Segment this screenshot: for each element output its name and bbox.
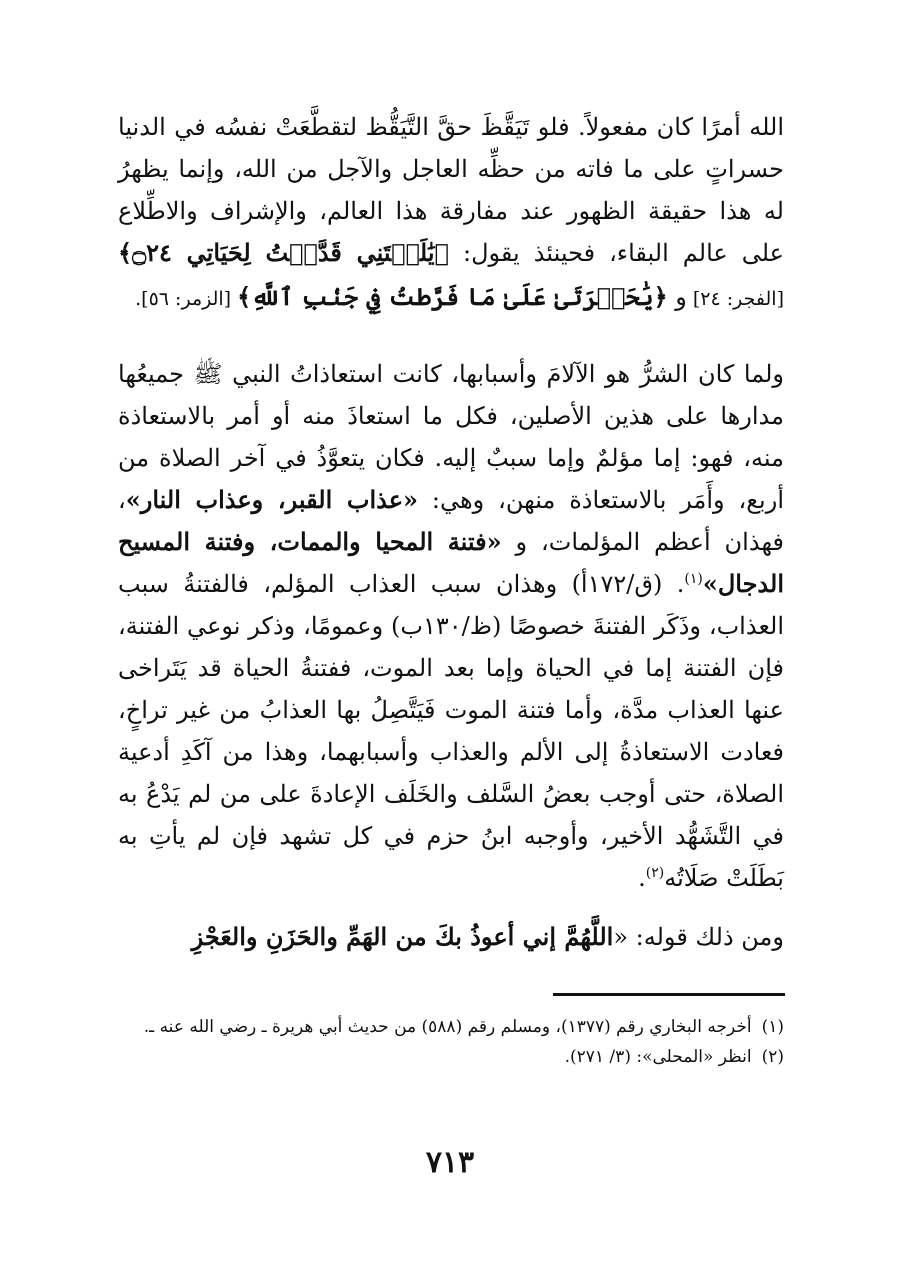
paragraph-2-text-1: ولما كان الشرُّ هو الآلامَ وأسبابها، كانت استعاذاتُ النبي ﷺ جميعُها مدارها على هذين الأصلين، فكل ما استعاذَ منه أو أمر بالاستعاذة منه، فهو: إما مؤلمٌ وإما سببٌ إليه. فكان يتعوَّذُ في آخر الصلاة من أربع، وأَمَر بالاستعاذة منهن، وهي: xyxy=(118,360,785,514)
paragraph-2-text-4: . xyxy=(638,864,646,892)
paragraph-2 xyxy=(118,353,784,899)
footnote-1 xyxy=(112,1012,784,1042)
paragraph-2-text-3: . (ق/١٧٢أ) وهذان سبب العذاب المؤلم، فالفتنةُ سبب العذاب، وذَكَر الفتنةَ خصوصًا (ظ/١٣٠ب) وعمومًا، وذكر نوعي الفتنة، فإن الفتنة إما في الحياة وإما بعد الموت، ففتنةُ الحياة قد يَتَراخى عنها العذاب مدَّة، وأما فتنة الموت فَيَتَّصِلُ بها العذابُ من غير تراخٍ، فعادت الاستعاذةُ إلى الألم والعذاب وأسبابهما، وهذا من آكَدِ أدعية الصلاة، حتى أوجب بعضُ السَّلف والخَلَف الإعادةَ على من لم يَدْعُ به في التَّشَهُّد الأخير، وأوجبه ابنُ حزم في كل تشهد فإن لم يأتِ به بَطَلَتْ صَلَاتُه xyxy=(118,570,785,892)
paragraph-1-text: الله أمرًا كان مفعولاً. فلو تَيَقَّظَ حقَّ التَّيَقُّظ لتقطَّعَتْ نفسُه في الدنيا حسراتٍ على ما فاته من حظِّه العاجل والآجل من الله، وإنما يظهرُ له هذا حقيقة الظهور عند مفارقة هذا العالم، والإشراف والاطِّلاع على عالم البقاء، فحينئذ يقول: xyxy=(118,113,785,267)
footnote-2-text: انظر «المحلى»: (٣/ ٢٧١). xyxy=(564,1047,752,1067)
hadith-quote-punishment: «عذاب القبر، وعذاب النار» xyxy=(125,485,419,514)
footnotes xyxy=(112,1012,784,1072)
verse-reference-fajr: [الفجر: ٢٤] xyxy=(686,288,784,310)
page-number: ٧١٣ xyxy=(425,1145,475,1180)
footnote-1-text: أخرجه البخاري رقم (١٣٧٧)، ومسلم رقم (٥٨٨) من حديث أبي هريرة ـ رضي الله عنه ـ. xyxy=(143,1017,752,1037)
footnote-separator xyxy=(553,993,785,996)
hadith-quote-trial: «فتنة المحيا والممات، وفتنة المسيح الدجال» xyxy=(118,527,785,598)
paragraph-3 xyxy=(118,916,784,958)
quran-verse-zumar: ﴿يَٰحَسۡرَتَىٰ عَلَىٰ مَا فَرَّطتُ فِي جَنۢبِ ٱللَّهِ﴾ xyxy=(237,282,668,311)
footnote-marker-2: (٢) xyxy=(645,865,665,881)
conjunction-text: و xyxy=(667,283,687,311)
footnote-marker-1: (١) xyxy=(684,571,703,587)
quran-verse-fajr: ﴿يَٰلَيۡتَنِي قَدَّمۡتُ لِحَيَاتِي ۝٢٤﴾ xyxy=(118,238,449,267)
paragraph-1 xyxy=(118,106,784,320)
paragraph-3-text: ومن ذلك قوله: « xyxy=(613,923,784,951)
paragraph-2-text-2: ، فهذان أعظم المؤلمات، و xyxy=(118,486,784,556)
footnote-1-number: (١) xyxy=(761,1017,784,1037)
verse-reference-zumar: [الزمر: ٥٦]. xyxy=(135,288,238,310)
supplication-quote: اللَّهُمَّ إني أعوذُ بكَ من الهَمِّ والحَزَنِ والعَجْزِ xyxy=(191,922,614,951)
footnote-2 xyxy=(112,1042,784,1072)
footnote-2-number: (٢) xyxy=(761,1047,784,1067)
